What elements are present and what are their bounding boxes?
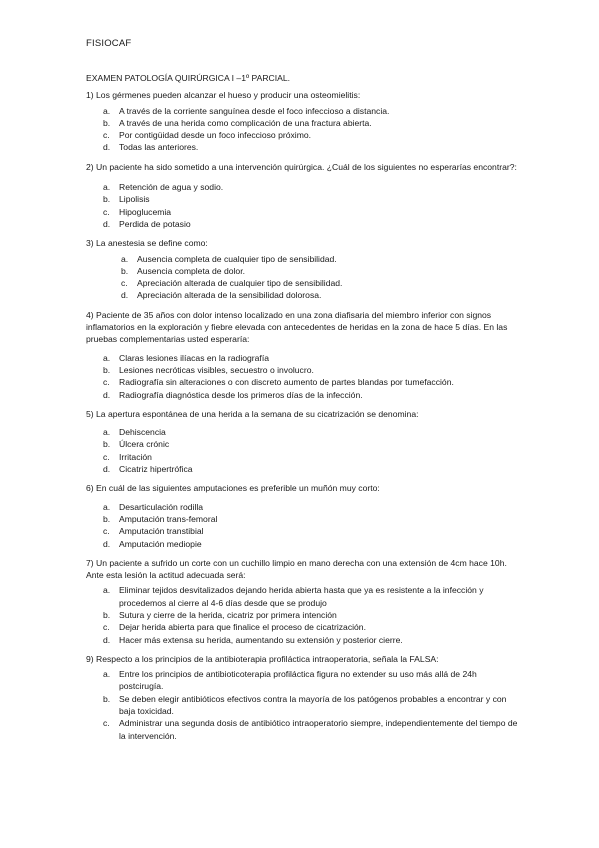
option-text: Perdida de potasio [119, 218, 191, 229]
option-item [103, 451, 522, 463]
question-text: 1) Los gérmenes pueden alcanzar el hueso y producir una osteomielitis: [86, 90, 361, 101]
option-text: Dejar herida abierta para que finalice el proceso de cicatrización. [119, 622, 366, 633]
option-list [86, 501, 522, 550]
option-list [86, 426, 522, 475]
option-letter: d. [121, 290, 129, 301]
option-text: Amputación trans-femoral [119, 513, 218, 524]
option-letter: c. [103, 451, 110, 462]
option-letter: a. [103, 105, 111, 116]
option-item [103, 717, 522, 742]
option-item [121, 277, 522, 289]
page-header: FISIOCAF [86, 38, 132, 49]
option-text: Todas las anteriores. [119, 142, 199, 153]
question-7 [86, 557, 522, 646]
question-5 [86, 408, 522, 475]
option-text: Radiografía sin alteraciones o con discreto aumento de partes blandas por tumefacción. [119, 377, 454, 388]
option-item [103, 621, 522, 633]
option-item [103, 525, 522, 537]
option-item [103, 364, 522, 376]
question-6 [86, 482, 522, 549]
option-letter: b. [103, 513, 111, 524]
option-letter: c. [103, 718, 110, 729]
option-list [86, 352, 522, 401]
option-text: Se deben elegir antibióticos efectivos contra la mayoría de los patógenos probables a encontrar y con baja toxicidad. [119, 693, 507, 717]
option-item [103, 501, 522, 513]
option-text: Entre los principios de antibioticoterapia profiláctica figura no extender su uso más allá de 24h postcirugía. [119, 669, 477, 692]
question-9 [86, 653, 522, 742]
option-text: Úlcera crónic [119, 439, 170, 450]
exam-title: EXAMEN PATOLOGÍA QUIRÚRGICA I –1º PARCIAL. [86, 73, 291, 83]
option-letter: c. [103, 130, 110, 141]
option-list [86, 584, 522, 645]
option-text: Por contigüidad desde un foco infeccioso próximo. [119, 130, 312, 141]
option-item [103, 181, 522, 193]
option-letter: b. [103, 117, 111, 128]
option-item [103, 206, 522, 218]
option-item [103, 668, 522, 693]
option-text: Administrar una segunda dosis de antibiótico intraoperatorio siempre, independientemente del tiempo de la intervención. [119, 718, 518, 741]
option-item [103, 463, 522, 475]
option-letter: a. [103, 182, 111, 193]
option-letter: c. [103, 377, 110, 388]
question-4 [86, 309, 522, 401]
option-text: Irritación [119, 451, 152, 462]
option-text: Hipoglucemia [119, 206, 172, 217]
option-letter: b. [103, 693, 111, 704]
option-text: Dehiscencia [119, 427, 166, 438]
option-item [121, 253, 522, 265]
option-text: Lipolisis [119, 194, 150, 205]
option-letter: c. [103, 622, 110, 633]
option-item [103, 634, 522, 646]
question-text: 5) La apertura espontánea de una herida a la semana de su cicatrización se denomina: [86, 408, 419, 419]
option-letter: b. [103, 194, 111, 205]
option-text: Apreciación alterada de la sensibilidad dolorosa. [137, 290, 322, 301]
option-item [103, 438, 522, 450]
option-letter: a. [103, 427, 111, 438]
option-letter: b. [103, 609, 111, 620]
option-item [103, 376, 522, 388]
option-text: Lesiones necróticas visibles, secuestro o involucro. [119, 364, 314, 375]
option-text: Ausencia completa de cualquier tipo de sensibilidad. [137, 253, 337, 264]
option-item [103, 218, 522, 230]
option-text: Amputación transtibial [119, 526, 204, 537]
option-list [86, 668, 522, 742]
option-list [86, 105, 522, 154]
option-item [121, 289, 522, 301]
option-item [103, 129, 522, 141]
option-letter: d. [103, 389, 111, 400]
option-letter: c. [121, 278, 128, 289]
option-item [103, 117, 522, 129]
option-item [103, 389, 522, 401]
option-text: Retención de agua y sodio. [119, 182, 224, 193]
option-letter: a. [103, 585, 111, 596]
option-letter: a. [103, 669, 111, 680]
option-item [121, 265, 522, 277]
option-item [103, 141, 522, 153]
option-item [103, 609, 522, 621]
option-item [103, 584, 522, 609]
option-item [103, 193, 522, 205]
option-letter: a. [103, 501, 111, 512]
question-text: 3) La anestesia se define como: [86, 238, 208, 249]
option-text: Eliminar tejidos desvitalizados dejando herida abierta hasta que ya es resistente a la infección y procedemos al cierre al 4-6 días desde que se produjo [119, 585, 484, 608]
option-text: Radiografía diagnóstica desde los primeros días de la infección. [119, 389, 363, 400]
option-text: Desarticulación rodilla [119, 501, 204, 512]
question-text: 2) Un paciente ha sido sometido a una intervención quirúrgica. ¿Cuál de los siguientes no esperarías encontrar?: [86, 161, 517, 172]
option-list [86, 253, 522, 302]
exam-content [86, 72, 522, 742]
question-3 [86, 237, 522, 301]
option-text: Ausencia completa de dolor. [137, 265, 245, 276]
option-letter: c. [103, 206, 110, 217]
option-text: A través de una herida como complicación de una fractura abierta. [119, 117, 372, 128]
option-letter: d. [103, 634, 111, 645]
option-text: A través de la corriente sanguínea desde el foco infeccioso a distancia. [119, 105, 390, 116]
question-1 [86, 89, 522, 153]
option-text: Sutura y cierre de la herida, cicatriz por primera intención [119, 609, 337, 620]
question-text: 6) En cuál de las siguientes amputaciones es preferible un muñón muy corto: [86, 483, 380, 494]
option-item [103, 105, 522, 117]
question-text: 9) Respecto a los principios de la antibioterapia profiláctica intraoperatoria, señala la FALSA: [86, 653, 439, 664]
option-letter: b. [121, 265, 129, 276]
option-text: Apreciación alterada de cualquier tipo de sensibilidad. [137, 278, 343, 289]
option-letter: a. [103, 352, 111, 363]
option-text: Claras lesiones ilíacas en la radiografía [119, 352, 269, 363]
question-text: 4) Paciente de 35 años con dolor intenso localizado en una zona diafisaria del miembro inferior con signos inflamatorios en la exploración y fiebre elevada con antecedentes de heridas en la zona de hace 5 días. En las pruebas complementarias usted esperaría: [86, 309, 508, 345]
option-item [103, 352, 522, 364]
option-letter: a. [121, 253, 129, 264]
option-letter: d. [103, 142, 111, 153]
option-text: Amputación mediopie [119, 538, 202, 549]
option-item [103, 538, 522, 550]
option-text: Hacer más extensa su herida, aumentando su extensión y posterior cierre. [119, 634, 403, 645]
option-letter: d. [103, 218, 111, 229]
option-list [86, 181, 522, 230]
option-item [103, 693, 522, 718]
option-letter: d. [103, 538, 111, 549]
option-letter: b. [103, 364, 111, 375]
option-text: Cicatriz hipertrófica [119, 464, 193, 475]
question-2 [86, 161, 522, 230]
question-text: 7) Un paciente a sufrido un corte con un cuchillo limpio en mano derecha con una extensión de 4cm hace 10h. Ante esta lesión la actitud adecuada será: [86, 557, 507, 581]
option-letter: c. [103, 526, 110, 537]
option-letter: b. [103, 439, 111, 450]
option-letter: d. [103, 464, 111, 475]
option-item [103, 513, 522, 525]
option-item [103, 426, 522, 438]
